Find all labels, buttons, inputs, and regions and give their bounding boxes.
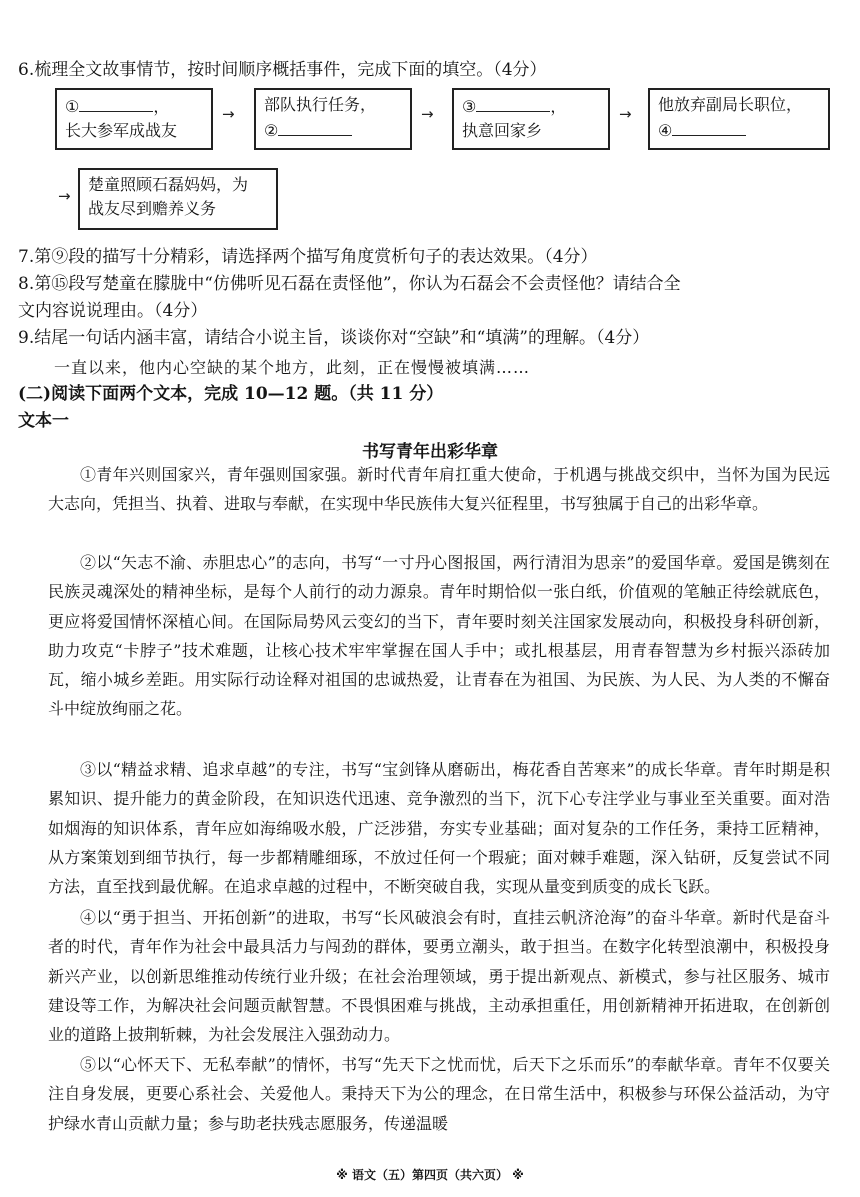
answer-blank-4[interactable] [672,117,746,136]
flow-box-2 [254,88,412,150]
paragraph-1: ①青年兴则国家兴，青年强则国家强。新时代青年肩扛重大使命，于机遇与挑战交织中，当怀为国为民远大志向，凭担当、执着、进取与奉献，在实现中华民族伟大复兴征程里，书写独属于自己的出彩华章。 [48,465,830,514]
flow-box-4 [648,88,830,150]
page-footer: ※ 语文（五）第四页（共六页） ※ [336,1168,524,1182]
question-7: 7.第⑨段的描写十分精彩，请选择两个描写角度赏析句子的表达效果。（4分） [18,247,598,267]
answer-blank-2[interactable] [278,117,352,136]
flow-box-5-line2: 战友尽到赡养义务 [88,199,217,218]
question-9: 9.结尾一句话内涵丰富，请结合小说主旨，谈谈你对“空缺”和“填满”的理解。（4分） [18,328,650,348]
paragraph-4: ④以“勇于担当、开拓创新”的进取，书写“长风破浪会有时，直挂云帆济沧海”的奋斗华章。新时代是奋斗者的时代，青年作为社会中最具活力与闯劲的群体，要勇立潮头，敢于担当。在数字化转型浪潮中，积极投身新兴产业，以创新思维推动传统行业升级；在社会治理领域，勇于提出新观点、新模式，参与社区服务、城市建设等工作，为解决社会问题贡献智慧。不畏惧困难与挑战，主动承担重任，用创新精神开拓进取，在创新创业的道路上披荆斩棘，为社会发展注入强劲动力。 [48,908,830,1045]
flow-box-5-line1: 楚童照顾石磊妈妈，为 [88,175,249,194]
answer-blank-1[interactable] [79,93,153,112]
paragraph-2: ②以“矢志不渝、赤胆忠心”的志向，书写“一寸丹心图报国，两行清泪为思亲”的爱国华章。爱国是镌刻在民族灵魂深处的精神坐标，是每个人前行的动力源泉。青年时期恰似一张白纸，价值观的笔触正待绘就底色，更应将爱国情怀深植心间。在国际局势风云变幻的当下，青年要时刻关注国家发展动向，积极投身科研创新，助力攻克“卡脖子”技术难题，让核心技术牢牢掌握在国人手中；或扎根基层，用青春智慧为乡村振兴添砖加瓦，缩小城乡差距。用实际行动诠释对祖国的忠诚热爱，让青春在为祖国、为民族、为人民、为人类的不懈奋斗中绽放绚丽之花。 [48,553,830,719]
flow-box-4-text: 他放弃副局长职位， [658,95,803,114]
arrow-icon: → [58,187,71,205]
arrow-icon: → [222,105,235,123]
flow-box-3: ③ ， 执意回家乡 [452,88,610,150]
flow-box-3-text: 执意回家乡 [462,121,543,140]
blank-marker-3: ③ [462,97,477,116]
arrow-icon: → [619,105,632,123]
blank-marker-1: ① [65,97,80,116]
section-heading: (二)阅读下面两个文本，完成 10—12 题。（共 11 分） [18,384,444,404]
blank-marker-4: ④ [658,121,673,140]
plot-flowchart [0,0,860,240]
arrow-icon: → [421,105,434,123]
article-title: 书写青年出彩华章 [362,442,498,462]
flow-box-1-text: 长大参军成战友 [65,121,178,140]
question-6: 6.梳理全文故事情节，按时间顺序概括事件，完成下面的填空。（4分） [18,60,547,80]
blank-marker-2: ② [264,121,279,140]
answer-blank-3[interactable] [476,93,550,112]
text-label: 文本一 [18,411,69,431]
paragraph-3: ③以“精益求精、追求卓越”的专注，书写“宝剑锋从磨砺出，梅花香自苦寒来”的成长华章。青年时期是积累知识、提升能力的黄金阶段，在知识迭代迅速、竞争激烈的当下，沉下心专注学业与事业至关重要。面对浩如烟海的知识体系，青年应如海绵吸水般，广泛涉猎，夯实专业基础；面对复杂的工作任务，秉持工匠精神，从方案策划到细节执行，每一步都精雕细琢，不放过任何一个瑕疵；面对棘手难题，深入钻研，反复尝试不同方法，直至找到最优解。在追求卓越的过程中，不断突破自我，实现从量变到质变的成长飞跃。 [48,760,830,897]
flow-box-1: ① ， 长大参军成战友 [55,88,213,150]
question-8-line2: 文内容说说理由。（4分） [18,301,208,321]
question-8-line1: 8.第⑮段写楚童在朦胧中“仿佛听见石磊在责怪他”，你认为石磊会不会责怪他？请结合全 [18,274,681,294]
flow-box-5 [78,168,278,230]
question-9-quote: 一直以来，他内心空缺的某个地方，此刻，正在慢慢被填满…… [54,358,531,377]
flow-box-2-text: 部队执行任务， [264,95,377,114]
paragraph-5: ⑤以“心怀天下、无私奉献”的情怀，书写“先天下之忧而忧，后天下之乐而乐”的奉献华章。青年不仅要关注自身发展，更要心系社会、关爱他人。秉持天下为公的理念，在日常生活中，积极参与环保公益活动，为守护绿水青山贡献力量；参与助老扶残志愿服务，传递温暖 [48,1055,830,1133]
